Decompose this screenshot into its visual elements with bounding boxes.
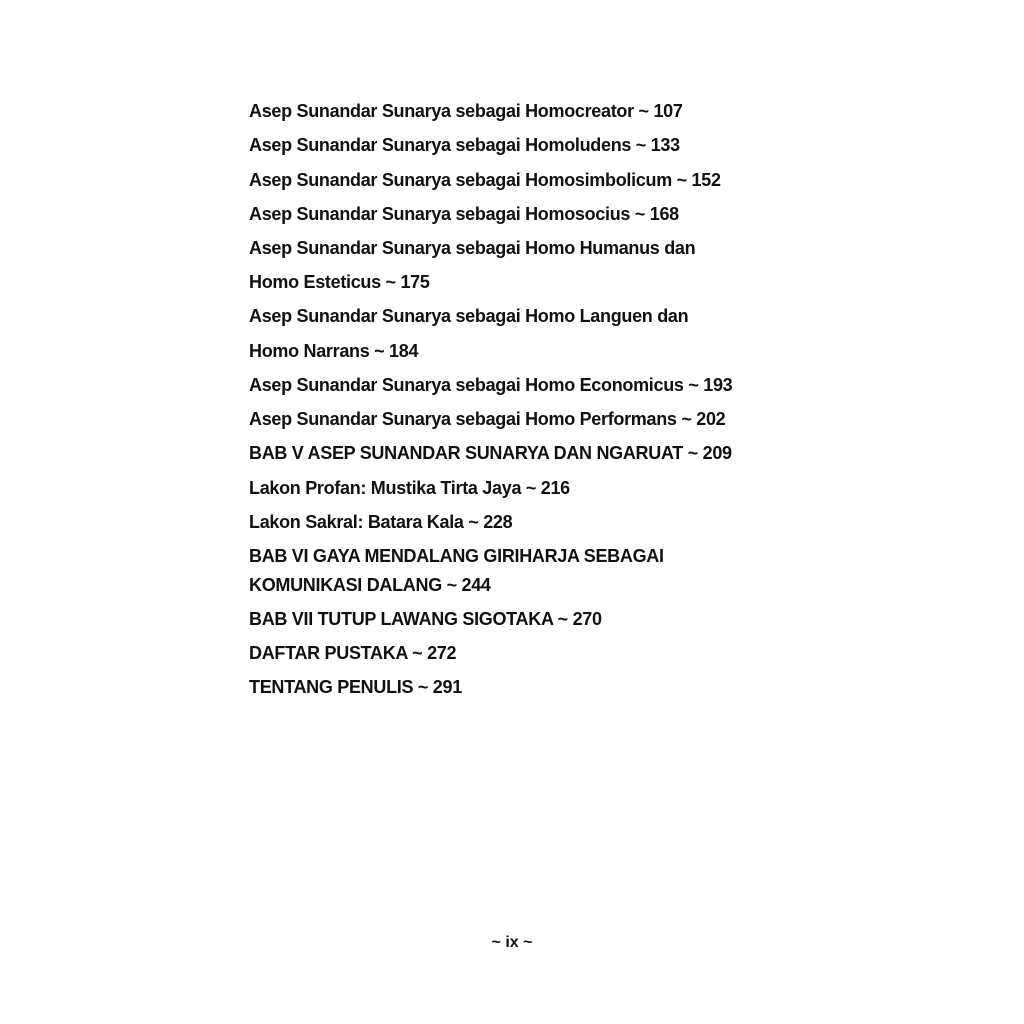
- toc-entry: Lakon Sakral: Batara Kala ~ 228: [249, 512, 513, 532]
- toc-entry: BAB VII TUTUP LAWANG SIGOTAKA ~ 270: [249, 609, 602, 629]
- toc-entry: Asep Sunandar Sunarya sebagai Homosocius ~ 168: [249, 204, 679, 224]
- toc-entry: Asep Sunandar Sunarya sebagai Homoludens ~ 133: [249, 135, 680, 155]
- toc-entry: Asep Sunandar Sunarya sebagai Homo Performans ~ 202: [249, 409, 726, 429]
- toc-entry: BAB V ASEP SUNANDAR SUNARYA DAN NGARUAT ~ 209: [249, 443, 732, 463]
- toc-entry: Asep Sunandar Sunarya sebagai Homo Languen dan: [249, 306, 689, 326]
- toc-entry: TENTANG PENULIS ~ 291: [249, 677, 462, 697]
- toc-entry: Asep Sunandar Sunarya sebagai Homo Economicus ~ 193: [249, 375, 733, 395]
- toc-entry: Asep Sunandar Sunarya sebagai Homocreator ~ 107: [249, 101, 683, 121]
- toc-entry: Lakon Profan: Mustika Tirta Jaya ~ 216: [249, 478, 570, 498]
- toc-entry: Asep Sunandar Sunarya sebagai Homo Humanus dan: [249, 238, 696, 258]
- page-number: ~ ix ~: [491, 934, 533, 951]
- toc-entry: Homo Narrans ~ 184: [249, 341, 419, 361]
- toc-entry: DAFTAR PUSTAKA ~ 272: [249, 643, 457, 663]
- toc-entry: BAB VI GAYA MENDALANG GIRIHARJA SEBAGAI: [249, 546, 664, 566]
- toc-entry: Homo Esteticus ~ 175: [249, 272, 430, 292]
- toc-entry: KOMUNIKASI DALANG ~ 244: [249, 575, 491, 595]
- toc-entry: Asep Sunandar Sunarya sebagai Homosimbolicum ~ 152: [249, 170, 721, 190]
